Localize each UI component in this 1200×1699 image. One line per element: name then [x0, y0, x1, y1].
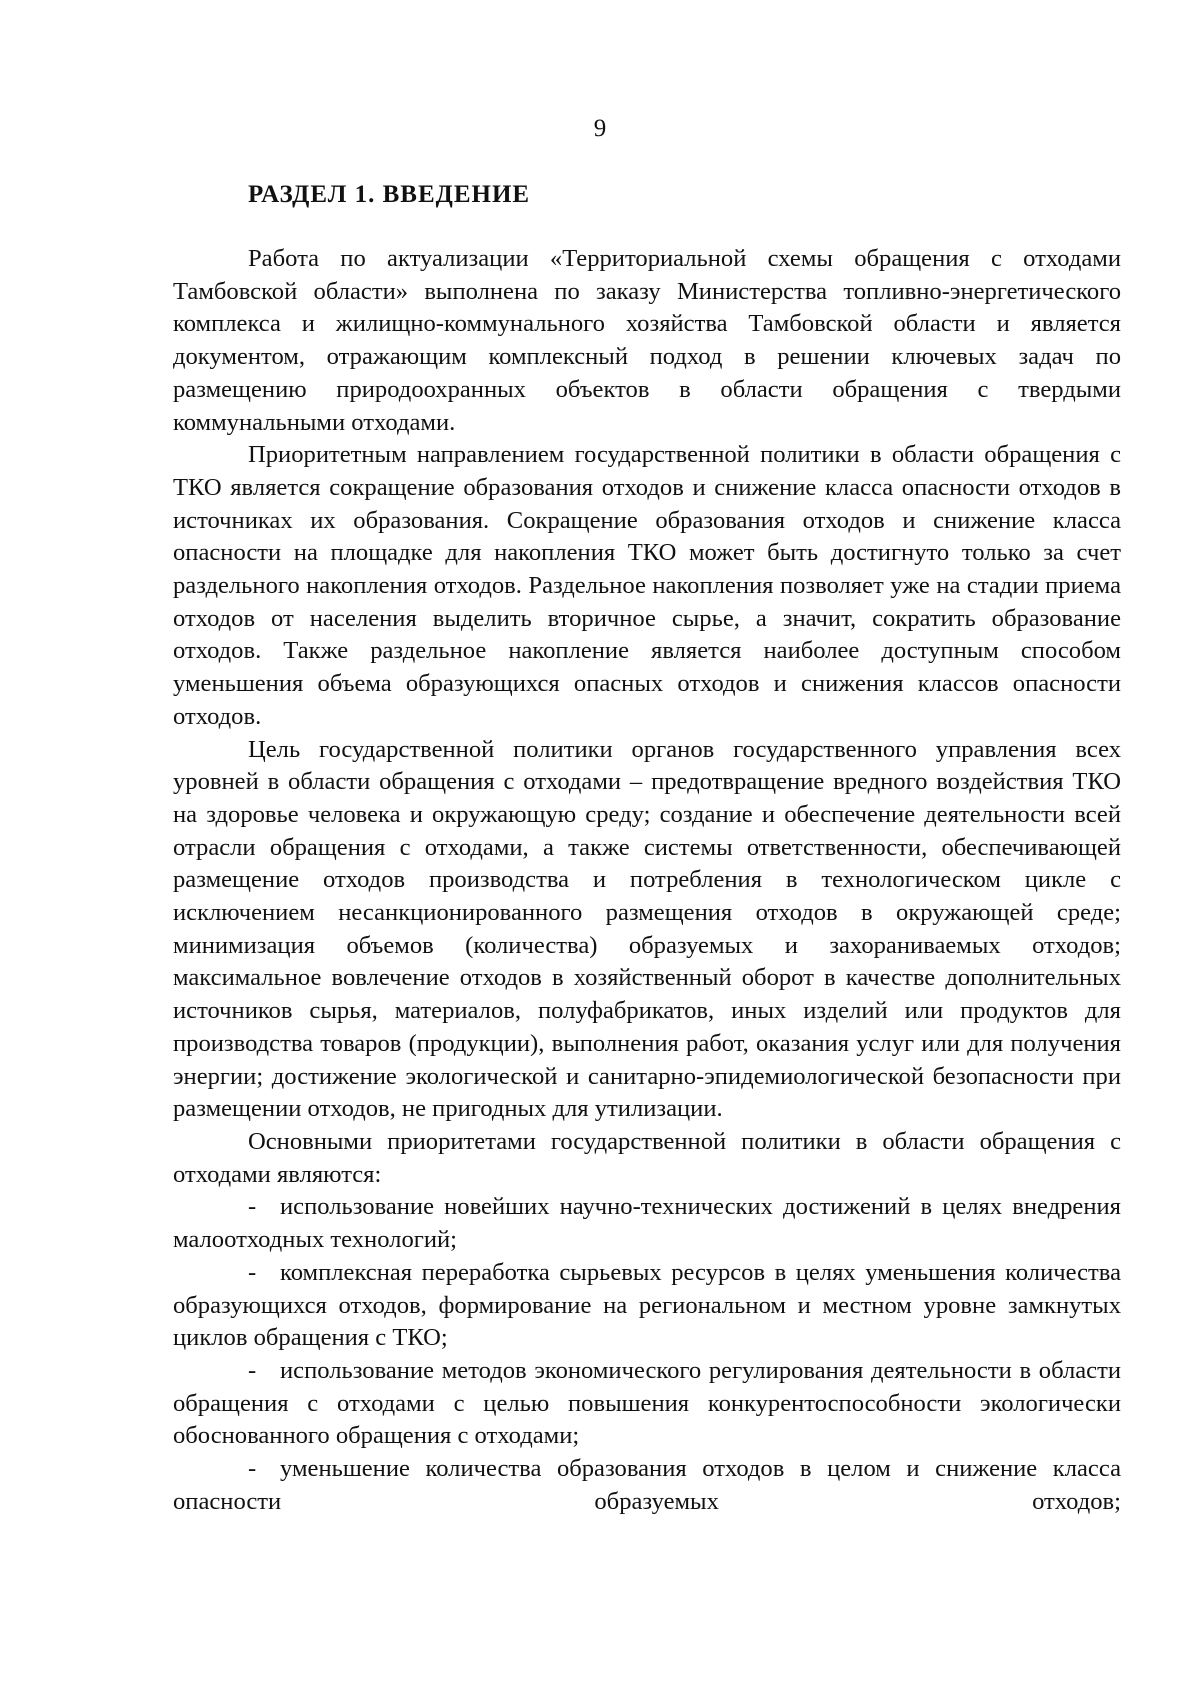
list-bullet: -	[248, 1193, 257, 1221]
paragraph-priority-direction: Приоритетным направлением государственной политики в области обращения с ТКО является сокращение образования отходов и снижение класса опасности отходов в источниках их образования. Сокращение образования отходов и снижение класса опасности на площадке для накопления ТКО может быть достигнуто только за счет раздельного накопления отходов. Раздельное накопления позволяет уже на стадии приема отходов от населения выделить вторичное сырье, а значит, сократить образование отходов. Также раздельное накопление является наиболее доступным способом уменьшения объема образующихся опасных отходов и снижения классов опасности отходов.	[173, 441, 1121, 730]
list-bullet: -	[248, 1356, 257, 1384]
list-item	[173, 1453, 1121, 1518]
paragraph-priorities-intro: Основными приоритетами государственной политики в области обращения с отходами являются:	[173, 1127, 1121, 1188]
body-text	[173, 243, 1121, 1518]
page-number: 9	[593, 115, 607, 142]
list-item-text: использование новейших научно-технических достижений в целях внедрения малоотходных технологий;	[173, 1193, 1121, 1254]
paragraph-policy-goal: Цель государственной политики органов государственного управления всех уровней в области обращения с отходами – предотвращение вредного воздействия ТКО на здоровье человека и окружающую среду; создание и обеспечение деятельности всей отрасли обращения с отходами, а также системы ответственности, обеспечивающей размещение отходов производства и потребления в технологическом цикле с исключением несанкционированного размещения отходов в окружающей среде; минимизация объемов (количества) образуемых и захораниваемых отходов; максимальное вовлечение отходов в хозяйственный оборот в качестве дополнительных источников сырья, материалов, полуфабрикатов, иных изделий или продуктов для производства товаров (продукции), выполнения работ, оказания услуг или для получения энергии; достижение экологической и санитарно-эпидемиологической безопасности при размещении отходов, не пригодных для утилизации.	[173, 735, 1121, 1123]
section-title: РАЗДЕЛ 1. ВВЕДЕНИЕ	[248, 181, 531, 208]
list-item-text: использование методов экономического регулирования деятельности в области обращения с отходами с целью повышения конкурентоспособности экологически обоснованного обращения с отходами;	[173, 1356, 1121, 1450]
list-item	[173, 1191, 1121, 1256]
list-bullet: -	[248, 1455, 257, 1483]
list-item	[173, 1257, 1121, 1355]
list-item-text: комплексная переработка сырьевых ресурсов в целях уменьшения количества образующихся отходов, формирование на региональном и местном уровне замкнутых циклов обращения с ТКО;	[173, 1258, 1121, 1352]
list-item	[173, 1355, 1121, 1453]
priorities-list	[173, 1191, 1121, 1518]
list-item-text: уменьшение количества образования отходов в целом и снижение класса опасности образуемых отходов;	[173, 1455, 1121, 1515]
list-bullet: -	[248, 1258, 257, 1286]
paragraph-intro: Работа по актуализации «Территориальной схемы обращения с отходами Тамбовской области» выполнена по заказу Министерства топливно-энергетического комплекса и жилищно-коммунального хозяйства Тамбовской области и является документом, отражающим комплексный подход в решении ключевых задач по размещению природоохранных объектов в области обращения с твердыми коммунальными отходами.	[173, 245, 1121, 436]
